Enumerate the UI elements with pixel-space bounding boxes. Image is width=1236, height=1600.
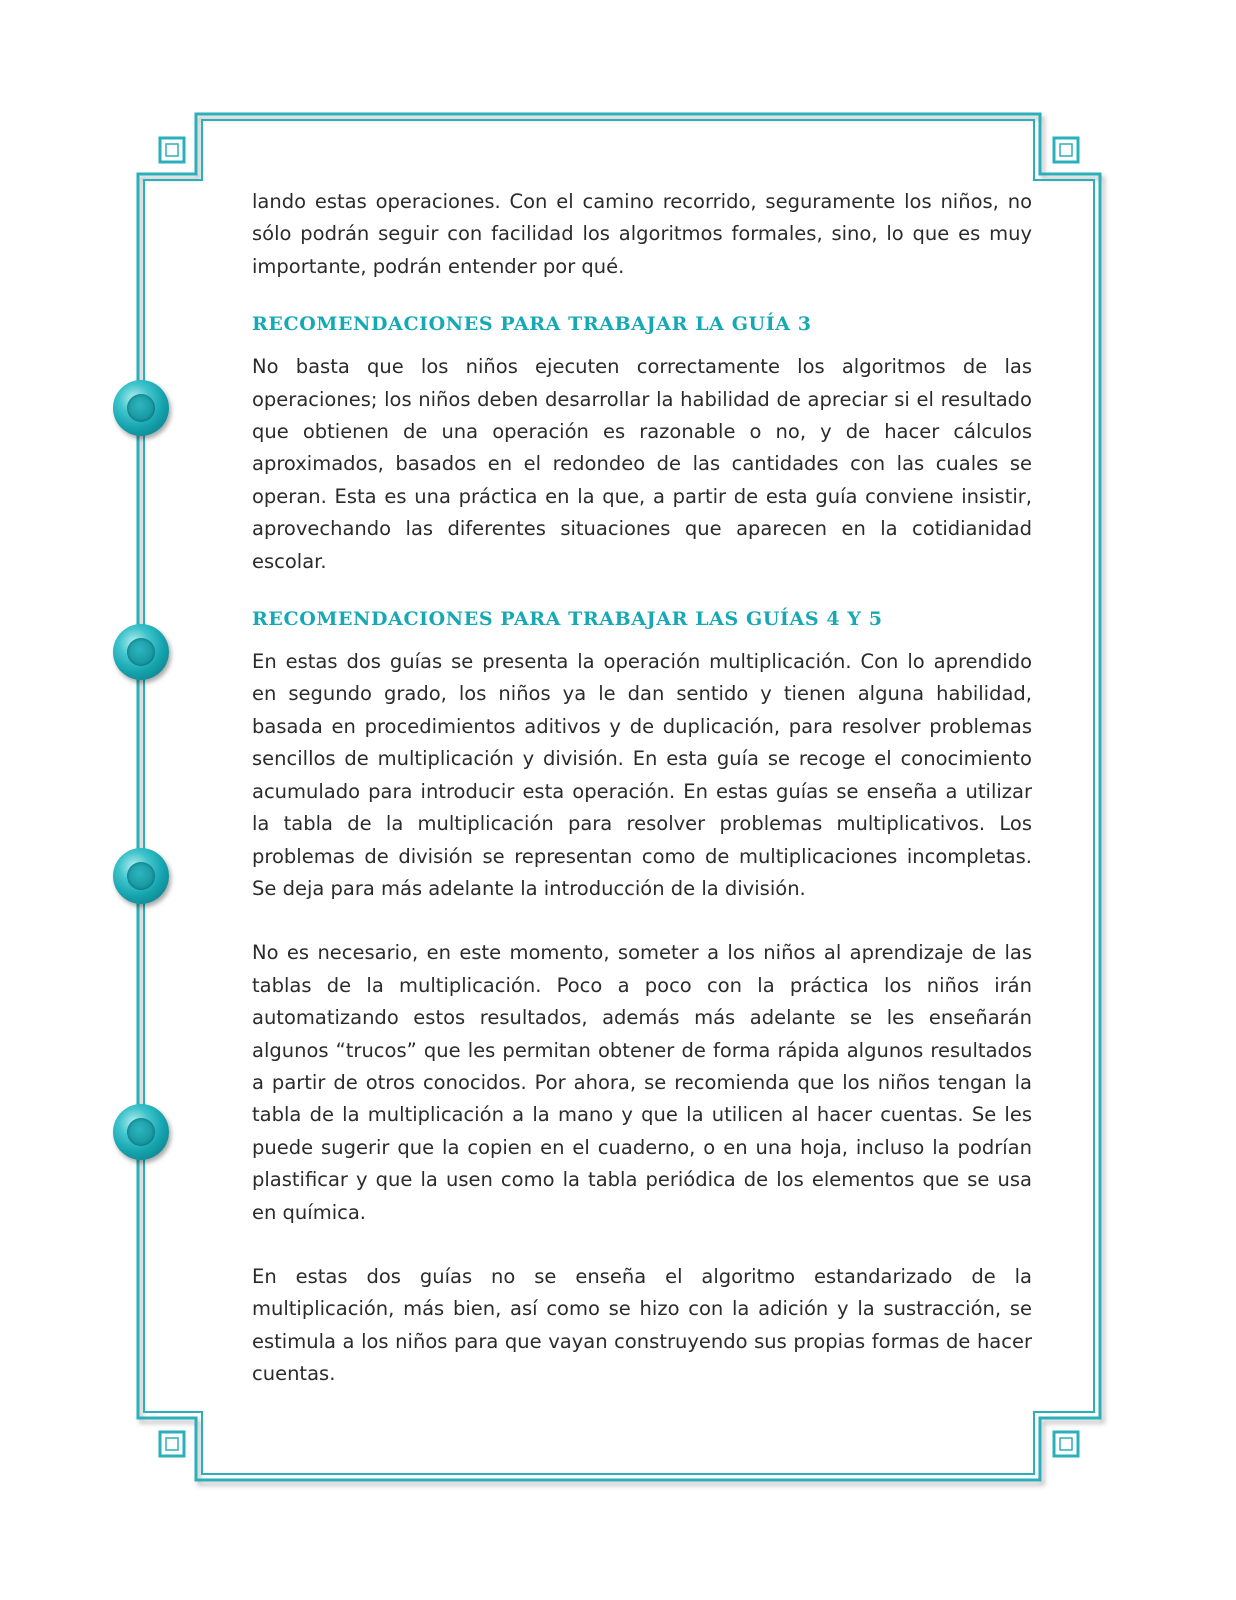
guias-4-5-paragraph-2: No es necesario, en este momento, someter a los niños al aprendizaje de las tablas de la multiplicación. Poco a poco con la práctica los niños irán automatizando estos resultados, además más adelante se les enseñarán algunos “trucos” que les permitan obtener de forma rápida algunos resultados a partir de otros conocidos. Por ahora, se recomienda que los niños tengan la tabla de la multiplicación a la mano y que la utilicen al hacer cuentas. Se les puede sugerir que la copien en el cuaderno, o en una hoja, incluso la podrían plastificar y que la usen como la tabla periódica de los elementos que se usa en química. xyxy=(252,941,1032,1224)
binder-bead-4 xyxy=(113,1104,169,1160)
guia-3-paragraph: No basta que los niños ejecuten correctamente los algoritmos de las operaciones; los niños deben desarrollar la habilidad de apreciar si el resultado que obtienen de una operación es razonable o no, y de hacer cálculos aproximados, basados en el redondeo de las cantidades con las cuales se operan. Esta es una práctica en la que, a partir de esta guía conviene insistir, aprovechando las diferentes situaciones que aparecen en la cotidianidad escolar. xyxy=(252,355,1032,573)
page-content xyxy=(252,186,1032,1391)
corner-ornament-top-right xyxy=(1054,138,1078,162)
heading-guias-4-5: RECOMENDACIONES PARA TRABAJAR LAS GUÍAS 4 Y 5 xyxy=(252,608,883,631)
corner-ornament-top-left xyxy=(160,138,184,162)
binder-bead-3 xyxy=(113,848,169,904)
guias-4-5-paragraph-1: En estas dos guías se presenta la operación multiplicación. Con lo aprendido en segundo grado, los niños ya le dan sentido y tienen alguna habilidad, basada en procedimientos aditivos y de duplicación, para resolver problemas sencillos de multiplicación y división. En esta guía se recoge el conocimiento acumulado para introducir esta operación. En estas guías se enseña a utilizar la tabla de la multiplicación para resolver problemas multiplicativos. Los problemas de división se representan como de multiplicaciones incompletas. Se deja para más adelante la introducción de la división. xyxy=(252,650,1032,900)
corner-ornament-bottom-left xyxy=(160,1432,184,1456)
binder-bead-1 xyxy=(113,380,169,436)
heading-guia-3: RECOMENDACIONES PARA TRABAJAR LA GUÍA 3 xyxy=(252,313,812,336)
binder-bead-2 xyxy=(113,624,169,680)
guias-4-5-paragraph-3: En estas dos guías no se enseña el algoritmo estandarizado de la multiplicación, más bien, así como se hizo con la adición y la sustracción, se estimula a los niños para que vayan construyendo sus propias formas de hacer cuentas. xyxy=(252,1264,1032,1386)
intro-paragraph: lando estas operaciones. Con el camino recorrido, seguramente los niños, no sólo podrán seguir con facilidad los algoritmos formales, sino, lo que es muy importante, podrán entender por qué. xyxy=(252,190,1032,278)
corner-ornament-bottom-right xyxy=(1054,1432,1078,1456)
